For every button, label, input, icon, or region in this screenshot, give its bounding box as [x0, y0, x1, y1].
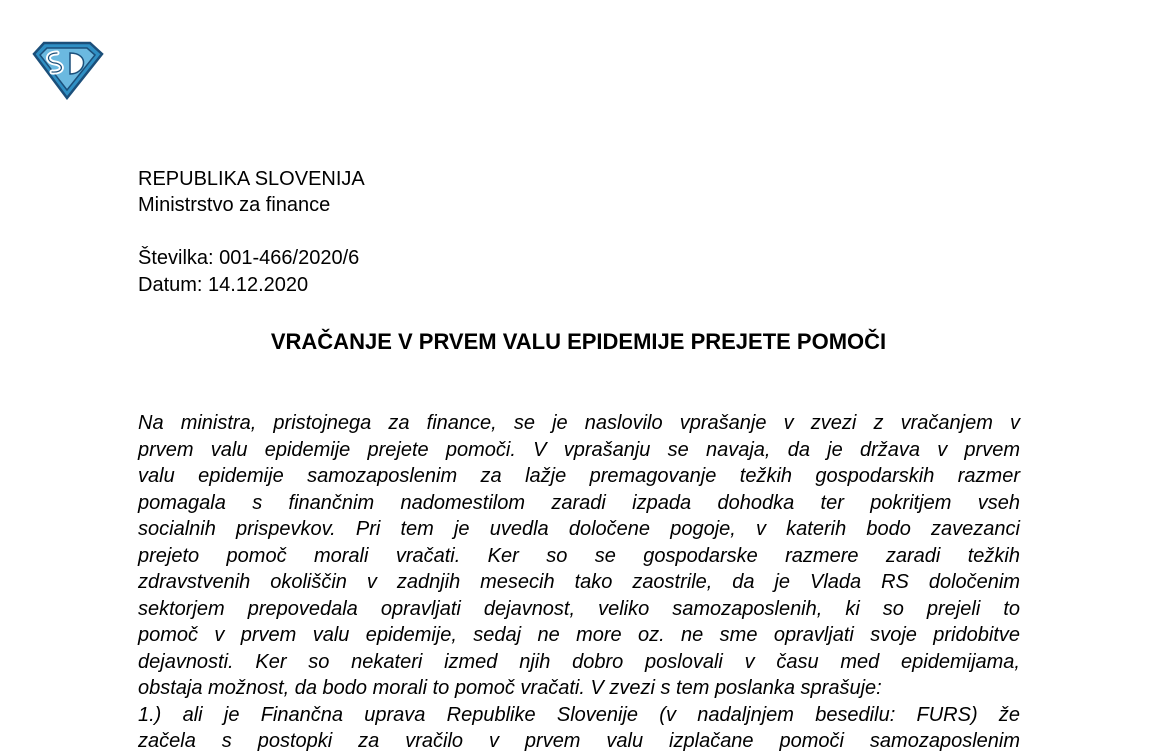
body-line: zdravstvenih okoliščin v zadnjih mesecih tako zaostrile, da je Vlada RS določenim	[138, 571, 1020, 593]
logo	[30, 40, 104, 100]
body-line: pomoč v prvem valu epidemije, sedaj ne more oz. ne sme opravljati svoje pridobitve	[138, 624, 1020, 646]
body-line: prvem valu epidemije prejete pomoči. V vprašanju se navaja, da je država v prvem	[138, 438, 1020, 461]
body-line: prejeto pomoč morali vračati. Ker so se gospodarske razmere zaradi težkih	[138, 544, 1020, 567]
ministry-name: Ministrstvo za finance	[138, 194, 331, 216]
body-line: začela s postopki za vračilo v prvem valu izplačane pomoči samozaposlenim	[138, 730, 1020, 752]
body-line: 1.) ali je Finančna uprava Republike Slovenije (v nadaljnjem besedilu: FURS) že	[138, 703, 1020, 726]
body-line: obstaja možnost, da bodo morali to pomoč vračati. V zvezi s tem poslanka sprašuje:	[138, 677, 882, 699]
document-date: Datum: 14.12.2020	[138, 274, 309, 296]
body-line: Na ministra, pristojnega za finance, se je naslovilo vprašanje v zvezi z vračanjem v	[138, 412, 1020, 434]
body-line: pomagala s finančnim nadomestilom zaradi izpada dohodka ter pokritjem vseh	[138, 491, 1020, 514]
body-line: sektorjem prepovedala opravljati dejavnost, veliko samozaposlenih, ki so prejeli to	[138, 597, 1020, 620]
body-paragraph	[138, 410, 1020, 755]
institution-header	[138, 166, 365, 218]
country-name: REPUBLIKA SLOVENIJA	[138, 168, 365, 190]
document-title: VRAČANJE V PRVEM VALU EPIDEMIJE PREJETE POMOČI	[270, 329, 887, 354]
body-line: dejavnosti. Ker so nekateri izmed njih dobro poslovali v času med epidemijama,	[138, 650, 1020, 673]
body-line: socialnih prispevkov. Pri tem je uvedla določene pogoje, v katerih bodo zavezanci	[138, 518, 1020, 540]
document-number: Številka: 001-466/2020/6	[138, 247, 360, 269]
body-line: valu epidemije samozaposlenim za lažje premagovanje težkih gospodarskih razmer	[138, 465, 1020, 487]
document-meta	[138, 245, 359, 299]
